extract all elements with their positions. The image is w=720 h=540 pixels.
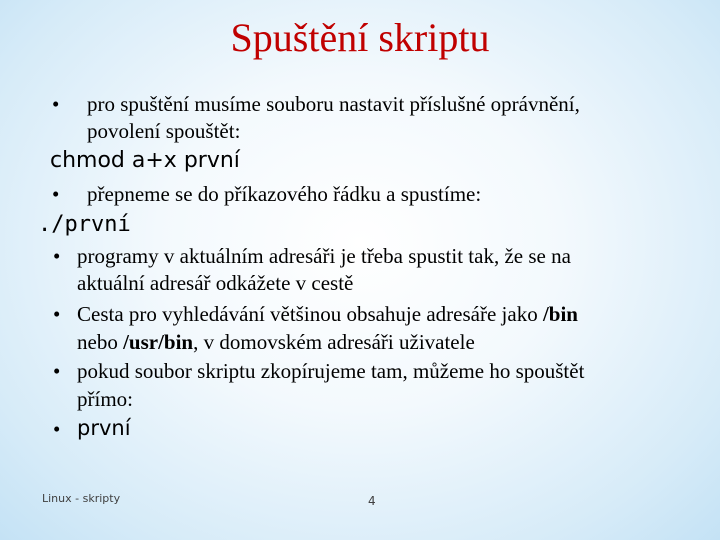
- item-3-line-2: aktuální adresář odkážete v cestě: [77, 271, 354, 295]
- path-bin: /bin: [542, 302, 578, 326]
- page-number: 4: [368, 494, 376, 508]
- item-4-line-2: [77, 329, 475, 355]
- slide-title: Spuštění skriptu: [230, 15, 490, 60]
- item-1-line-2: povolení spouštět:: [87, 119, 241, 143]
- item-6-command: první: [77, 416, 131, 440]
- command-run: ./první: [38, 212, 131, 237]
- bullet-3: •: [53, 244, 61, 268]
- bullet-1: •: [52, 92, 60, 116]
- item-5-line-2: přímo:: [77, 387, 133, 411]
- command-chmod: chmod a+x první: [50, 148, 240, 173]
- item-4-text-b: nebo: [77, 330, 124, 354]
- bullet-2: •: [52, 182, 60, 206]
- item-4-line-1: [77, 301, 578, 327]
- item-5-line-1: pokud soubor skriptu zkopírujeme tam, můžeme ho spouštět: [77, 359, 585, 383]
- bullet-6: •: [53, 417, 61, 441]
- item-4-text-c: , v domovském adresáři uživatele: [193, 330, 475, 354]
- bullet-4: •: [53, 302, 61, 326]
- item-4-text-a: Cesta pro vyhledávání většinou obsahuje adresáře jako: [77, 302, 543, 326]
- path-usr-bin: /usr/bin: [123, 330, 194, 354]
- footer-title: Linux - skripty: [42, 492, 121, 505]
- item-1-line-1: pro spuštění musíme souboru nastavit příslušné oprávnění,: [87, 92, 580, 116]
- item-3-line-1: programy v aktuálním adresáři je třeba spustit tak, že se na: [77, 244, 571, 268]
- bullet-5: •: [53, 359, 61, 383]
- item-2: přepneme se do příkazového řádku a spustíme:: [87, 182, 482, 206]
